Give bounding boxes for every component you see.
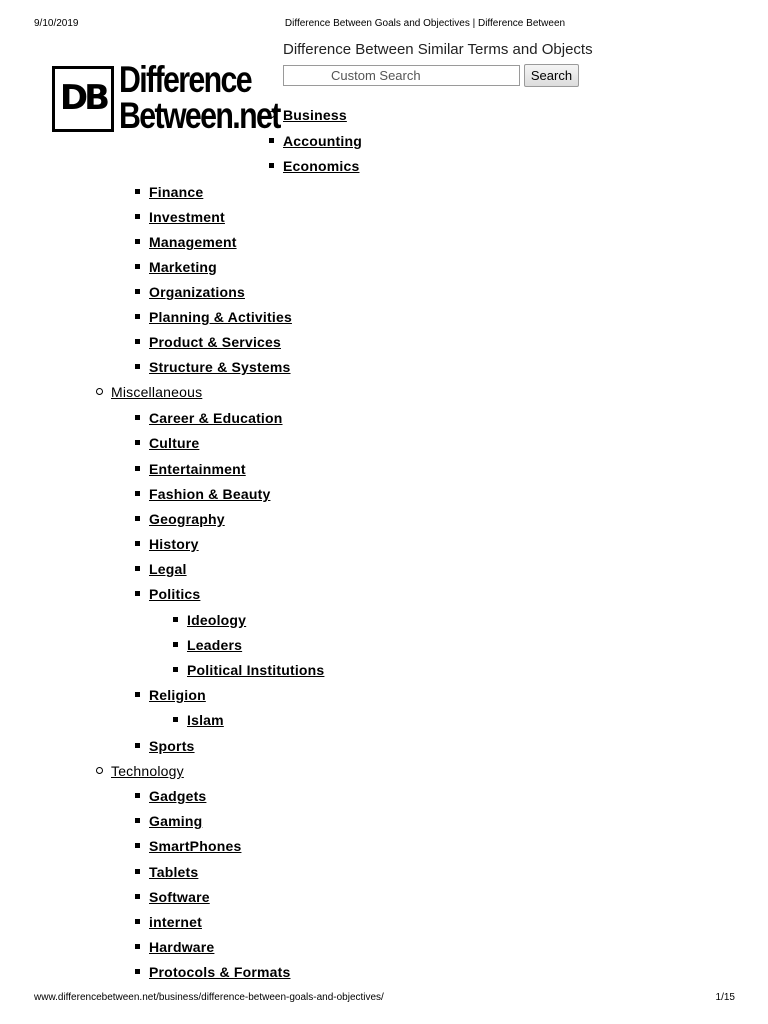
nav-item-management[interactable]	[149, 232, 237, 252]
nav-link-gaming[interactable]: Gaming	[149, 813, 203, 829]
square-bullet-icon	[135, 516, 140, 521]
nav-link-planning[interactable]: Planning & Activities	[149, 309, 292, 325]
print-page-number: 1/15	[715, 992, 735, 1003]
nav-link-hardware[interactable]: Hardware	[149, 939, 215, 955]
square-bullet-icon	[269, 138, 274, 143]
nav-link-career[interactable]: Career & Education	[149, 410, 283, 426]
square-bullet-icon	[135, 843, 140, 848]
search-input[interactable]	[283, 65, 520, 86]
nav-item-finance[interactable]	[149, 182, 203, 202]
nav-link-leaders[interactable]: Leaders	[187, 637, 243, 653]
nav-item-gadgets[interactable]	[149, 786, 206, 806]
nav-link-smartphones[interactable]: SmartPhones	[149, 838, 242, 854]
nav-link-religion[interactable]: Religion	[149, 687, 206, 703]
nav-link-geography[interactable]: Geography	[149, 511, 225, 527]
square-bullet-icon	[173, 642, 178, 647]
nav-item-accounting[interactable]	[283, 131, 362, 151]
nav-item-protocols[interactable]	[149, 962, 291, 982]
nav-item-investment[interactable]	[149, 207, 225, 227]
nav-link-entertainment[interactable]: Entertainment	[149, 461, 246, 477]
nav-link-political-institutions[interactable]: Political Institutions	[187, 662, 325, 678]
nav-item-economics[interactable]	[283, 156, 360, 176]
nav-item-sports[interactable]	[149, 736, 195, 756]
nav-item-legal[interactable]	[149, 559, 187, 579]
square-bullet-icon	[135, 440, 140, 445]
square-bullet-icon	[135, 692, 140, 697]
nav-item-structure[interactable]	[149, 357, 291, 377]
nav-link-history[interactable]: History	[149, 536, 199, 552]
nav-link-internet[interactable]: internet	[149, 914, 202, 930]
nav-item-miscellaneous[interactable]	[111, 382, 202, 402]
nav-item-politics[interactable]	[149, 584, 200, 604]
nav-item-organizations[interactable]	[149, 282, 245, 302]
nav-item-entertainment[interactable]	[149, 459, 246, 479]
circle-bullet-icon	[96, 767, 103, 774]
logo-line-2: Between.net	[119, 95, 280, 136]
print-header	[0, 18, 768, 32]
square-bullet-icon	[135, 415, 140, 420]
nav-item-product[interactable]	[149, 332, 281, 352]
nav-item-culture[interactable]	[149, 433, 199, 453]
nav-link-technology[interactable]: Technology	[111, 763, 184, 779]
square-bullet-icon	[135, 491, 140, 496]
nav-link-protocols[interactable]: Protocols & Formats	[149, 964, 291, 980]
nav-item-political-institutions[interactable]	[187, 660, 324, 680]
square-bullet-icon	[173, 667, 178, 672]
square-bullet-icon	[269, 163, 274, 168]
square-bullet-icon	[135, 944, 140, 949]
logo-line-1: Difference	[119, 59, 251, 100]
print-date: 9/10/2019	[34, 18, 79, 29]
nav-link-sports[interactable]: Sports	[149, 738, 195, 754]
nav-item-marketing[interactable]	[149, 257, 217, 277]
nav-link-business[interactable]: Business	[283, 107, 347, 123]
nav-link-software[interactable]: Software	[149, 889, 210, 905]
nav-link-politics[interactable]: Politics	[149, 586, 201, 602]
nav-item-business[interactable]	[283, 105, 347, 125]
nav-link-culture[interactable]: Culture	[149, 435, 200, 451]
square-bullet-icon	[135, 969, 140, 974]
square-bullet-icon	[173, 717, 178, 722]
nav-item-internet[interactable]	[149, 912, 202, 932]
site-logo[interactable]	[52, 59, 280, 136]
square-bullet-icon	[135, 869, 140, 874]
square-bullet-icon	[135, 339, 140, 344]
site-tagline: Difference Between Similar Terms and Objects	[283, 41, 593, 58]
nav-item-gaming[interactable]	[149, 811, 202, 831]
square-bullet-icon	[135, 818, 140, 823]
nav-link-product[interactable]: Product & Services	[149, 334, 281, 350]
square-bullet-icon	[135, 239, 140, 244]
nav-item-geography[interactable]	[149, 509, 225, 529]
square-bullet-icon	[135, 894, 140, 899]
square-bullet-icon	[135, 591, 140, 596]
square-bullet-icon	[135, 793, 140, 798]
logo-mark: DB	[52, 66, 114, 132]
square-bullet-icon	[135, 743, 140, 748]
nav-item-tablets[interactable]	[149, 862, 198, 882]
nav-item-religion[interactable]	[149, 685, 206, 705]
nav-item-history[interactable]	[149, 534, 199, 554]
nav-item-career[interactable]	[149, 408, 283, 428]
nav-link-fashion[interactable]: Fashion & Beauty	[149, 486, 271, 502]
nav-link-gadgets[interactable]: Gadgets	[149, 788, 207, 804]
nav-item-technology[interactable]	[111, 761, 184, 781]
nav-link-organizations[interactable]: Organizations	[149, 284, 245, 300]
square-bullet-icon	[135, 919, 140, 924]
square-bullet-icon	[135, 541, 140, 546]
square-bullet-icon	[135, 466, 140, 471]
nav-link-marketing[interactable]: Marketing	[149, 259, 217, 275]
nav-item-islam[interactable]	[187, 710, 224, 730]
nav-item-hardware[interactable]	[149, 937, 214, 957]
nav-item-software[interactable]	[149, 887, 210, 907]
nav-item-fashion[interactable]	[149, 484, 270, 504]
nav-link-miscellaneous[interactable]: Miscellaneous	[111, 384, 203, 400]
nav-link-tablets[interactable]: Tablets	[149, 864, 199, 880]
logo-wordmark	[119, 59, 280, 136]
nav-item-planning[interactable]	[149, 307, 292, 327]
square-bullet-icon	[173, 617, 178, 622]
nav-link-islam[interactable]: Islam	[187, 712, 224, 728]
nav-link-ideology[interactable]: Ideology	[187, 612, 247, 628]
square-bullet-icon	[135, 314, 140, 319]
nav-link-investment[interactable]: Investment	[149, 209, 225, 225]
square-bullet-icon	[135, 364, 140, 369]
print-page-title: Difference Between Goals and Objectives | Difference Between	[284, 18, 566, 29]
nav-item-leaders[interactable]	[187, 635, 242, 655]
circle-bullet-icon	[96, 388, 103, 395]
search-button[interactable]: Search	[524, 64, 579, 87]
print-url: www.differencebetween.net/business/difference-between-goals-and-objectives/	[34, 992, 384, 1003]
square-bullet-icon	[135, 189, 140, 194]
nav-link-management[interactable]: Management	[149, 234, 237, 250]
nav-item-smartphones[interactable]	[149, 836, 241, 856]
square-bullet-icon	[135, 214, 140, 219]
square-bullet-icon	[135, 264, 140, 269]
nav-link-accounting[interactable]: Accounting	[283, 133, 362, 149]
nav-item-ideology[interactable]	[187, 610, 246, 630]
nav-link-legal[interactable]: Legal	[149, 561, 187, 577]
circle-bullet-icon	[268, 111, 275, 118]
square-bullet-icon	[135, 566, 140, 571]
nav-link-economics[interactable]: Economics	[283, 158, 360, 174]
nav-link-structure[interactable]: Structure & Systems	[149, 359, 291, 375]
nav-link-finance[interactable]: Finance	[149, 184, 204, 200]
square-bullet-icon	[135, 289, 140, 294]
